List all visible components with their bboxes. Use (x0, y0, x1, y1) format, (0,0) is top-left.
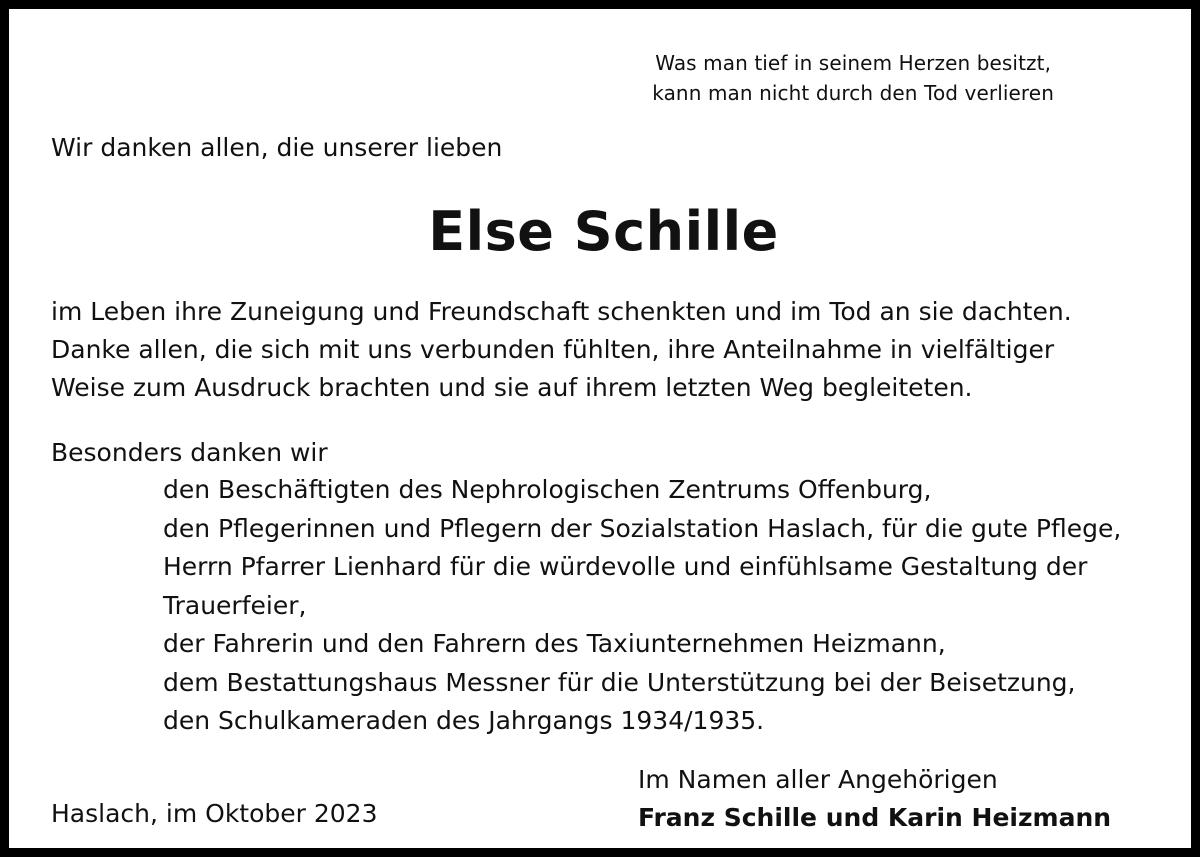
list-item: Trauerfeier, (163, 590, 307, 620)
list-item: den Schulkameraden des Jahrgangs 1934/1935. (163, 706, 765, 735)
signature-names: Franz Schille und Karin Heizmann (638, 803, 1112, 832)
special-thanks-intro: Besonders danken wir (51, 438, 328, 467)
list-item: der Fahrerin und den Fahrern des Taxiunternehmen Heizmann, (163, 629, 946, 658)
special-thanks-list (163, 471, 1121, 741)
list-item: den Beschäftigten des Nephrologischen Zentrums Offenburg, (163, 475, 932, 504)
list-item: den Pflegerinnen und Pflegern der Sozialstation Haslach, für die gute Pflege, (163, 513, 1122, 543)
deceased-name: Else Schille (428, 200, 779, 263)
signature-block (638, 761, 1111, 837)
paragraph-line-2: Danke allen, die sich mit uns verbunden fühlten, ihre Anteilnahme in vielfältiger (51, 335, 1055, 364)
motto-line-1: Was man tief in seinem Herzen besitzt, (655, 51, 1052, 75)
list-item: dem Bestattungshaus Messner für die Unterstützung bei der Beisetzung, (163, 667, 1076, 697)
signature-intro: Im Namen aller Angehörigen (638, 765, 998, 794)
place-date: Haslach, im Oktober 2023 (51, 799, 378, 828)
paragraph-line-3: Weise zum Ausdruck brachten und sie auf ihrem letzten Weg begleiteten. (51, 373, 973, 402)
intro-text: Wir danken allen, die unserer lieben (51, 133, 503, 162)
list-item: Herrn Pfarrer Lienhard für die würdevolle und einfühlsame Gestaltung der (163, 552, 1088, 581)
motto-quote (652, 48, 1054, 108)
thanks-paragraph (51, 293, 1072, 407)
paragraph-line-1: im Leben ihre Zuneigung und Freundschaft schenkten und im Tod an sie dachten. (51, 297, 1072, 326)
motto-line-2: kann man nicht durch den Tod verlieren (652, 81, 1054, 105)
